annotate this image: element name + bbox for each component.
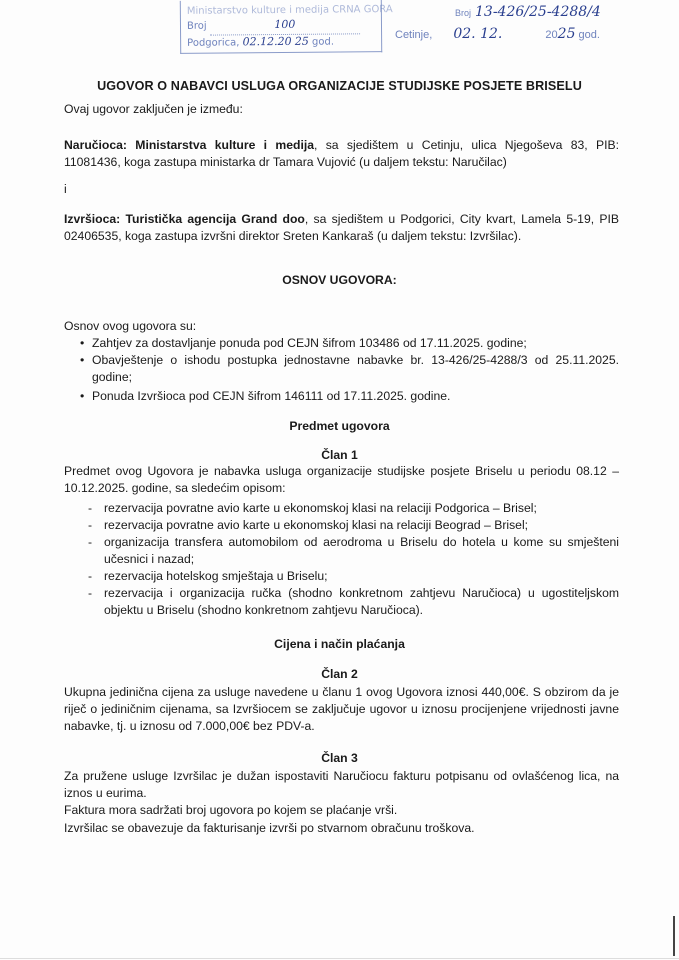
party-2 bbox=[64, 211, 619, 245]
clan-1-heading: Član 1 bbox=[321, 448, 358, 462]
reference-broj-label: Broj bbox=[455, 8, 472, 18]
party-1-name: Naručioca: Ministarstva kulture i medija bbox=[64, 138, 314, 152]
stamp-year: 25 bbox=[294, 34, 309, 48]
conjunction: i bbox=[64, 182, 67, 196]
scan-corner-mark bbox=[653, 916, 675, 956]
stamp-god: god. bbox=[311, 36, 335, 48]
osnov-intro: Osnov ovog ugovora su: bbox=[64, 319, 197, 333]
list-item: - rezervacija povratne avio karte u ekonomskoj klasi na relaciji Podgorica – Brisel; bbox=[64, 500, 619, 517]
cetinje-god: god. bbox=[578, 29, 600, 41]
party-1 bbox=[64, 137, 619, 171]
clan-3-paragraph-3: Izvršilac se obavezuje da fakturisanje izvrši po stvarnom obračunu troškova. bbox=[64, 821, 475, 835]
stamp-broj-label: Broj bbox=[186, 20, 207, 32]
clan-3-paragraph-2: Faktura mora sadržati broj ugovora po kojem se plaćanje vrši. bbox=[64, 803, 398, 817]
party-2-name: Izvršioca: Turistička agencija Grand doo bbox=[64, 212, 305, 226]
stamp-broj-value: 100 bbox=[274, 17, 296, 32]
list-item: • Obavještenje o ishodu postupka jednostavne nabavke br. 13-426/25-4288/3 od 25.11.2025. godine; bbox=[64, 352, 619, 386]
cetinje-date: 02. 12. bbox=[453, 26, 503, 42]
list-item: • Ponuda Izvršioca pod CEJN šifrom 146111 od 17.11.2025. godine. bbox=[64, 388, 619, 405]
clan-3-paragraph-1: Za pružene usluge Izvršilac je dužan ispostaviti Naručiocu fakturu potpisanu od ovlašćenog lica, na iznos u eurima. bbox=[64, 769, 619, 800]
party-2-details: , sa sjedištem u Podgorici, City kvart, Lamela 5-19, PIB 02406535, koga zastupa izvršni direktor Sreten Kankaraš (u daljem tekstu: Izvršilac). bbox=[64, 212, 619, 243]
stamp-place: Podgorica, bbox=[187, 37, 240, 49]
clan-3-heading: Član 3 bbox=[321, 751, 358, 765]
scan-edge bbox=[0, 958, 679, 959]
list-item: • Zahtjev za dostavljanje ponuda pod CEJN šifrom 103486 od 17.11.2025. godine; bbox=[64, 335, 619, 352]
list-item: - rezervacija i organizacija ručka (shodno konkretnom zahtjevu Naručioca) u ugostiteljskom objektu u Briselu (shodno konkretnom zahtjevu Naručioca). bbox=[64, 585, 619, 619]
osnov-list bbox=[64, 335, 619, 405]
reference-broj-value: 13-426/25-4288/4 bbox=[475, 4, 601, 20]
clan-2-text: Ukupna jedinična cijena za usluge navedene u članu 1 ovog Ugovora iznosi 440,00€. S obzirom da je riječ o jediničnim cijenama, sa Izvršiocem se zaključuje ugovor u iznosu procijenjene vrijednosti javne nabavke, tj. u iznosu od 7.000,00€ bez PDV-a. bbox=[64, 685, 619, 733]
predmet-heading: Predmet ugovora bbox=[289, 419, 390, 433]
cetinje-year: 25 bbox=[557, 26, 576, 42]
reference-number bbox=[455, 4, 601, 22]
party-1-details: , sa sjedištem u Cetinju, ulica Njegoševa 83, PIB: 11081436, koga zastupa ministarka dr Tamara Vujović (u daljem tekstu: Naručilac) bbox=[64, 138, 619, 169]
osnov-heading: OSNOV UGOVORA: bbox=[282, 273, 397, 287]
list-item: - rezervacija povratne avio karte u ekonomskoj klasi na relaciji Beograd – Brisel; bbox=[64, 517, 619, 534]
clan-1-list bbox=[64, 500, 619, 619]
list-item: - organizacija transfera automobilom od aerodroma u Briselu do hotela u kome su smješteni učesnici i nazad; bbox=[64, 534, 619, 568]
document-title: UGOVOR O NABAVCI USLUGA ORGANIZACIJE STUDIJSKE POSJETE BRISELU bbox=[97, 79, 582, 93]
registry-stamp bbox=[180, 0, 393, 54]
cetinje-label: Cetinje, bbox=[395, 29, 433, 41]
stamp-institution: Ministarstvo kulture i medija CRNA GORA bbox=[186, 4, 393, 17]
stamp-date: 02.12.20 bbox=[242, 34, 292, 49]
place-date-line bbox=[395, 26, 675, 48]
list-item: - rezervacija hotelskog smještaja u Briselu; bbox=[64, 568, 619, 585]
cetinje-year-prefix: 20 bbox=[545, 29, 558, 41]
clan-2-heading: Član 2 bbox=[321, 667, 358, 681]
clan-1-text: Predmet ovog Ugovora je nabavka usluga organizacije studijske posjete Briselu u periodu 08.12 – 10.12.2025. godine, sa sledećim opisom: bbox=[64, 464, 619, 495]
cijena-heading: Cijena i način plaćanja bbox=[274, 637, 405, 651]
intro-text: Ovaj ugovor zaključen je između: bbox=[64, 102, 243, 116]
